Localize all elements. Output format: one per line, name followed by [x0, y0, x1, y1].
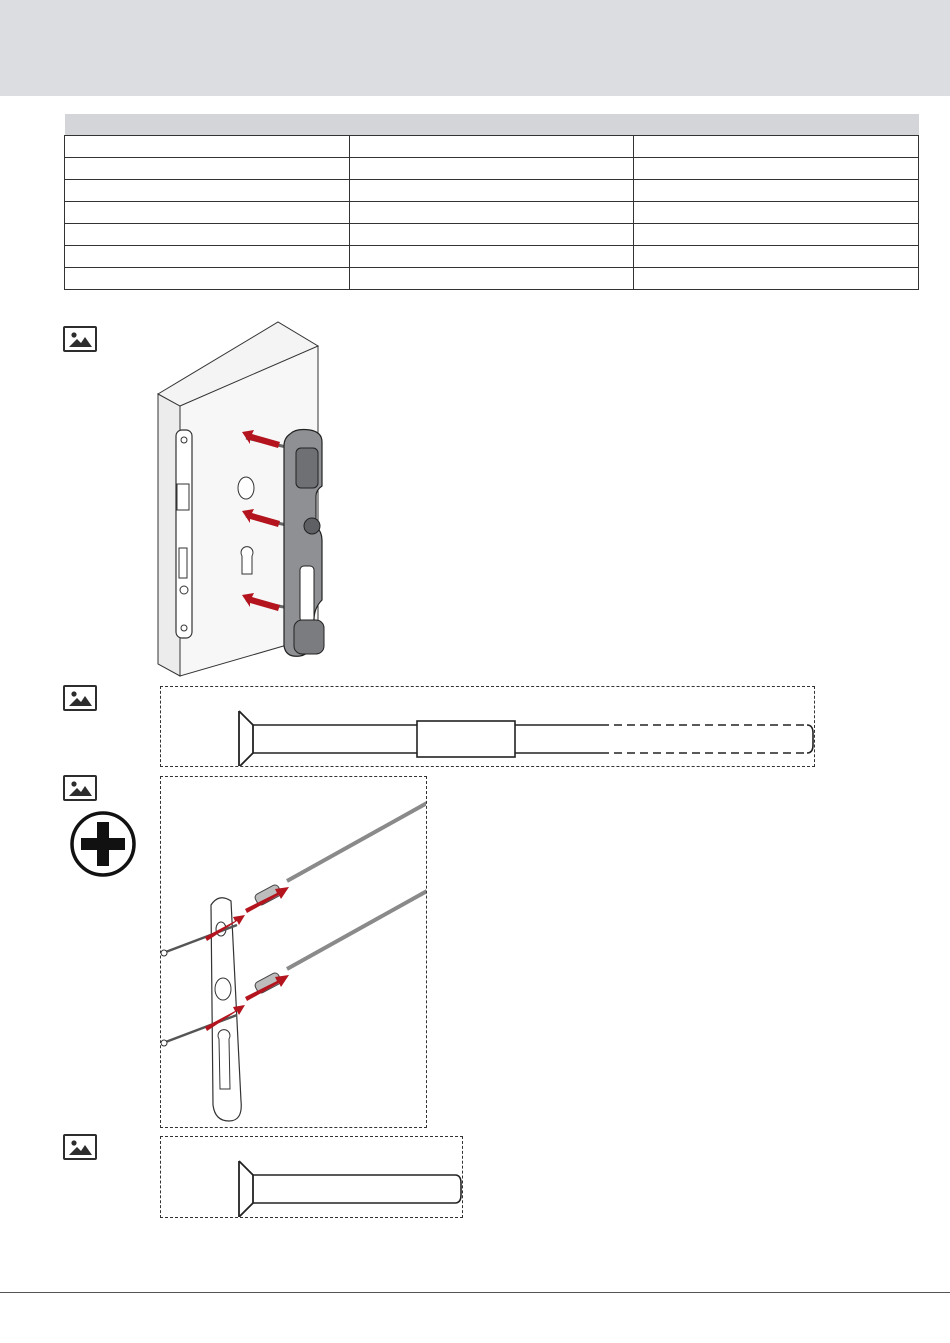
table-row	[65, 246, 919, 268]
table-cell	[65, 158, 350, 180]
table-row	[65, 136, 919, 158]
table-cell	[349, 246, 634, 268]
spec-table	[64, 114, 919, 290]
image-icon	[63, 775, 97, 801]
table-cell	[349, 268, 634, 290]
table-row	[65, 180, 919, 202]
table-cell	[65, 180, 350, 202]
screw-plate-illustration	[160, 776, 427, 1128]
table-header-cell	[65, 114, 350, 136]
table-cell	[349, 180, 634, 202]
table-cell	[634, 136, 919, 158]
table-cell	[349, 224, 634, 246]
image-icon	[63, 1134, 97, 1160]
table-cell	[634, 180, 919, 202]
table-cell	[634, 268, 919, 290]
table-cell	[634, 158, 919, 180]
table-cell	[634, 202, 919, 224]
table-row	[65, 202, 919, 224]
table-cell	[349, 158, 634, 180]
table-cell	[634, 224, 919, 246]
image-icon	[63, 685, 97, 711]
table-row	[65, 158, 919, 180]
door-lock-illustration	[150, 318, 350, 685]
table-cell	[349, 136, 634, 158]
table-header-row	[65, 114, 919, 136]
table-row	[65, 268, 919, 290]
table-header-cell	[634, 114, 919, 136]
table-row	[65, 224, 919, 246]
footer-divider	[0, 1292, 950, 1293]
table-cell	[65, 268, 350, 290]
page-header-band	[0, 0, 950, 96]
table-cell	[65, 136, 350, 158]
table-cell	[65, 246, 350, 268]
phillips-head-icon	[69, 810, 137, 883]
table-cell	[349, 202, 634, 224]
screw-diagram-long	[160, 686, 815, 767]
table-cell	[634, 246, 919, 268]
screw-diagram-short	[160, 1136, 463, 1218]
table-cell	[65, 224, 350, 246]
table-cell	[65, 202, 350, 224]
image-icon	[63, 326, 97, 352]
table-header-cell	[349, 114, 634, 136]
